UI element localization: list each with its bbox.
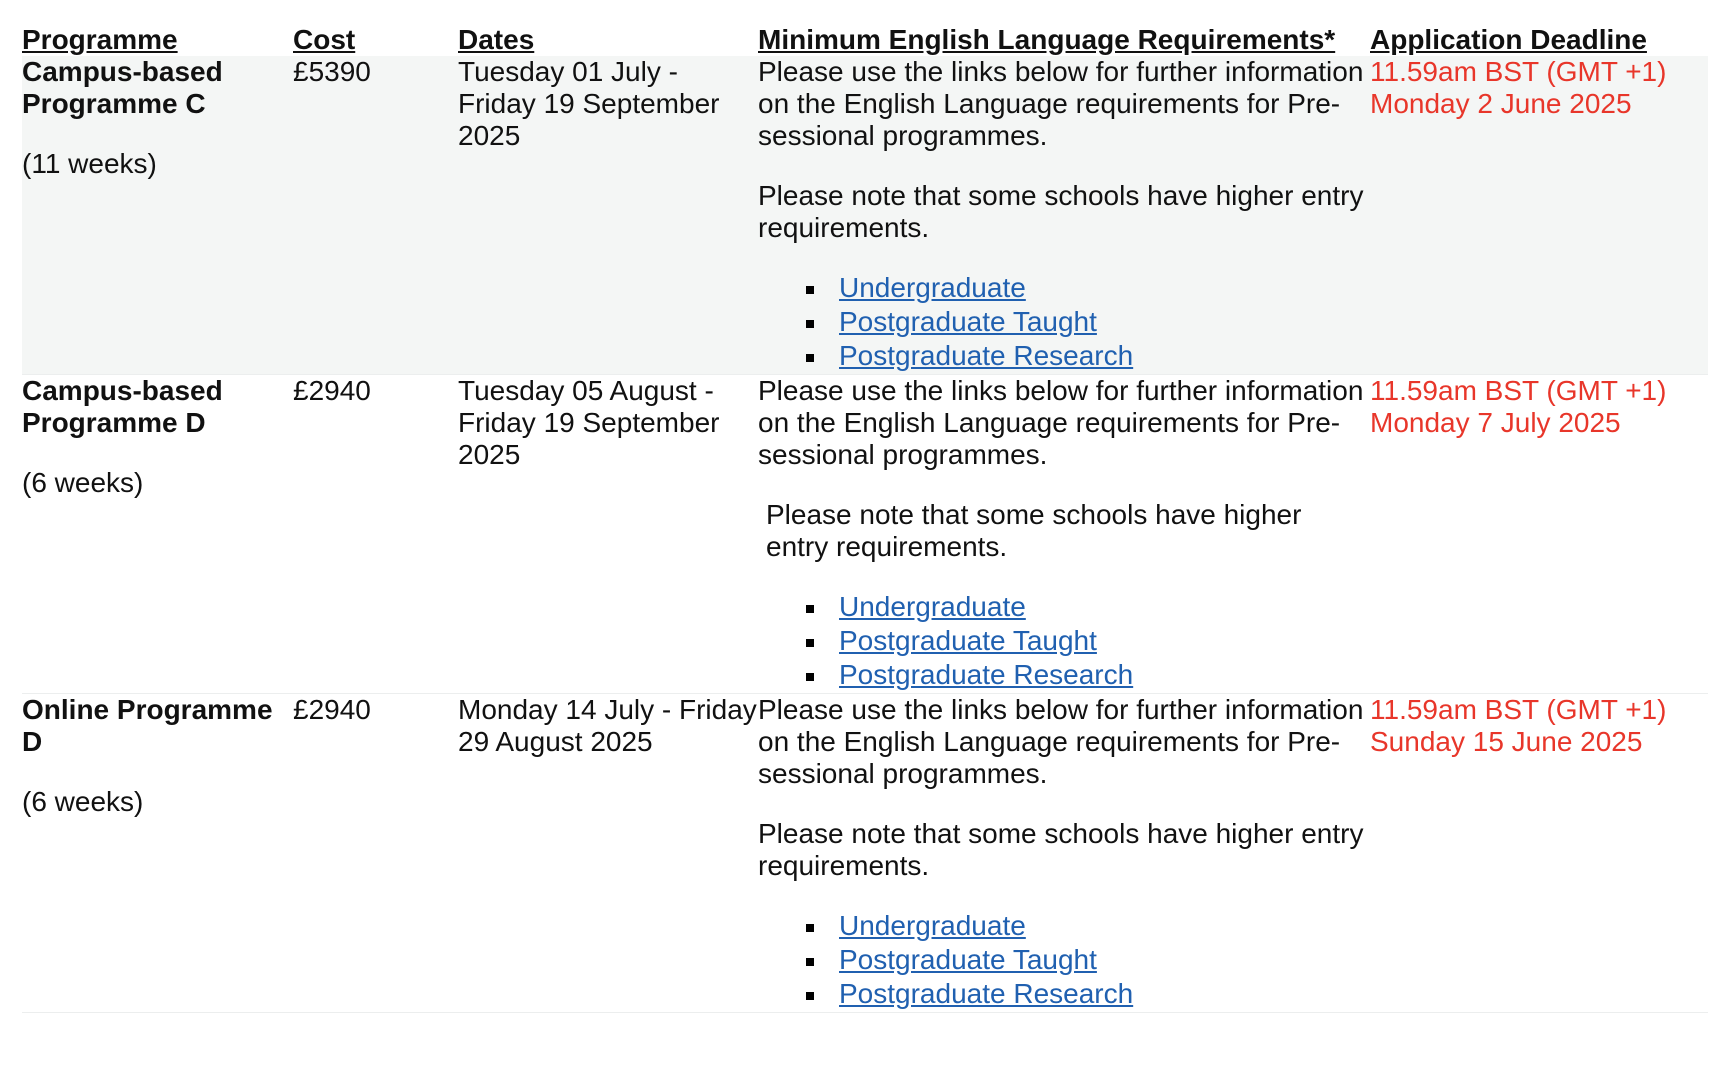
bullet-icon — [806, 992, 814, 1000]
link-postgraduate-research[interactable]: Postgraduate Research — [839, 978, 1134, 1009]
bullet-icon — [806, 286, 814, 294]
bullet-icon — [806, 958, 814, 966]
cost-cell: £2940 — [293, 694, 371, 725]
header-deadline: Application Deadline — [1370, 24, 1647, 55]
requirements-links — [758, 910, 1370, 1012]
bullet-icon — [806, 924, 814, 932]
cost-cell: £5390 — [293, 56, 371, 87]
programme-duration: (6 weeks) — [22, 467, 144, 498]
cost-cell: £2940 — [293, 375, 371, 406]
requirements-links — [758, 591, 1370, 693]
requirements-note: Please note that some schools have higher entry requirements. — [766, 499, 1302, 562]
programme-cell — [22, 56, 293, 374]
list-item — [806, 272, 1370, 306]
requirements-info: Please use the links below for further information on the English Language requirements for Pre-sessional programmes. — [758, 694, 1364, 789]
deadline-time: 11.59am BST (GMT +1) — [1370, 694, 1667, 725]
link-postgraduate-taught[interactable]: Postgraduate Taught — [839, 306, 1097, 337]
link-undergraduate[interactable]: Undergraduate — [839, 910, 1026, 941]
header-requirements: Minimum English Language Requirements* — [758, 24, 1336, 55]
requirements-note: Please note that some schools have higher entry requirements. — [758, 818, 1364, 881]
list-item — [806, 910, 1370, 944]
header-cost: Cost — [293, 24, 356, 55]
programme-name: Online Programme D — [22, 694, 273, 757]
list-item — [806, 625, 1370, 659]
deadline-cell — [1370, 56, 1708, 374]
link-undergraduate[interactable]: Undergraduate — [839, 591, 1026, 622]
deadline-time: 11.59am BST (GMT +1) — [1370, 375, 1667, 406]
programmes-table — [22, 24, 1708, 1013]
table-row — [22, 694, 1708, 1013]
link-postgraduate-taught[interactable]: Postgraduate Taught — [839, 944, 1097, 975]
bullet-icon — [806, 605, 814, 613]
table-header — [22, 24, 1708, 56]
requirements-cell — [758, 375, 1370, 693]
requirements-cell — [758, 694, 1370, 1012]
programme-cell — [22, 375, 293, 693]
dates-cell: Tuesday 01 July - Friday 19 September 2025 — [458, 56, 720, 151]
programme-duration: (11 weeks) — [22, 148, 157, 179]
header-dates: Dates — [458, 24, 535, 55]
link-undergraduate[interactable]: Undergraduate — [839, 272, 1026, 303]
dates-cell: Monday 14 July - Friday 29 August 2025 — [458, 694, 757, 757]
programme-duration: (6 weeks) — [22, 786, 144, 817]
requirements-info: Please use the links below for further information on the English Language requirements for Pre-sessional programmes. — [758, 56, 1364, 151]
table-row — [22, 56, 1708, 375]
header-programme: Programme — [22, 24, 178, 55]
deadline-date: Monday 7 July 2025 — [1370, 407, 1621, 438]
requirements-links — [758, 272, 1370, 374]
list-item — [806, 978, 1370, 1012]
list-item — [806, 306, 1370, 340]
deadline-cell — [1370, 694, 1708, 1012]
deadline-date: Monday 2 June 2025 — [1370, 88, 1632, 119]
requirements-note: Please note that some schools have higher entry requirements. — [758, 180, 1364, 243]
deadline-cell — [1370, 375, 1708, 693]
bullet-icon — [806, 354, 814, 362]
programme-name: Campus-based Programme D — [22, 375, 223, 438]
list-item — [806, 944, 1370, 978]
link-postgraduate-research[interactable]: Postgraduate Research — [839, 659, 1134, 690]
list-item — [806, 340, 1370, 374]
bullet-icon — [806, 673, 814, 681]
requirements-info: Please use the links below for further information on the English Language requirements for Pre-sessional programmes. — [758, 375, 1364, 470]
link-postgraduate-research[interactable]: Postgraduate Research — [839, 340, 1134, 371]
bullet-icon — [806, 639, 814, 647]
list-item — [806, 591, 1370, 625]
deadline-date: Sunday 15 June 2025 — [1370, 726, 1643, 757]
programme-cell — [22, 694, 293, 1012]
deadline-time: 11.59am BST (GMT +1) — [1370, 56, 1667, 87]
link-postgraduate-taught[interactable]: Postgraduate Taught — [839, 625, 1097, 656]
requirements-cell — [758, 56, 1370, 374]
table-row — [22, 375, 1708, 694]
programme-name: Campus-based Programme C — [22, 56, 223, 119]
dates-cell: Tuesday 05 August - Friday 19 September 2025 — [458, 375, 720, 470]
list-item — [806, 659, 1370, 693]
bullet-icon — [806, 320, 814, 328]
